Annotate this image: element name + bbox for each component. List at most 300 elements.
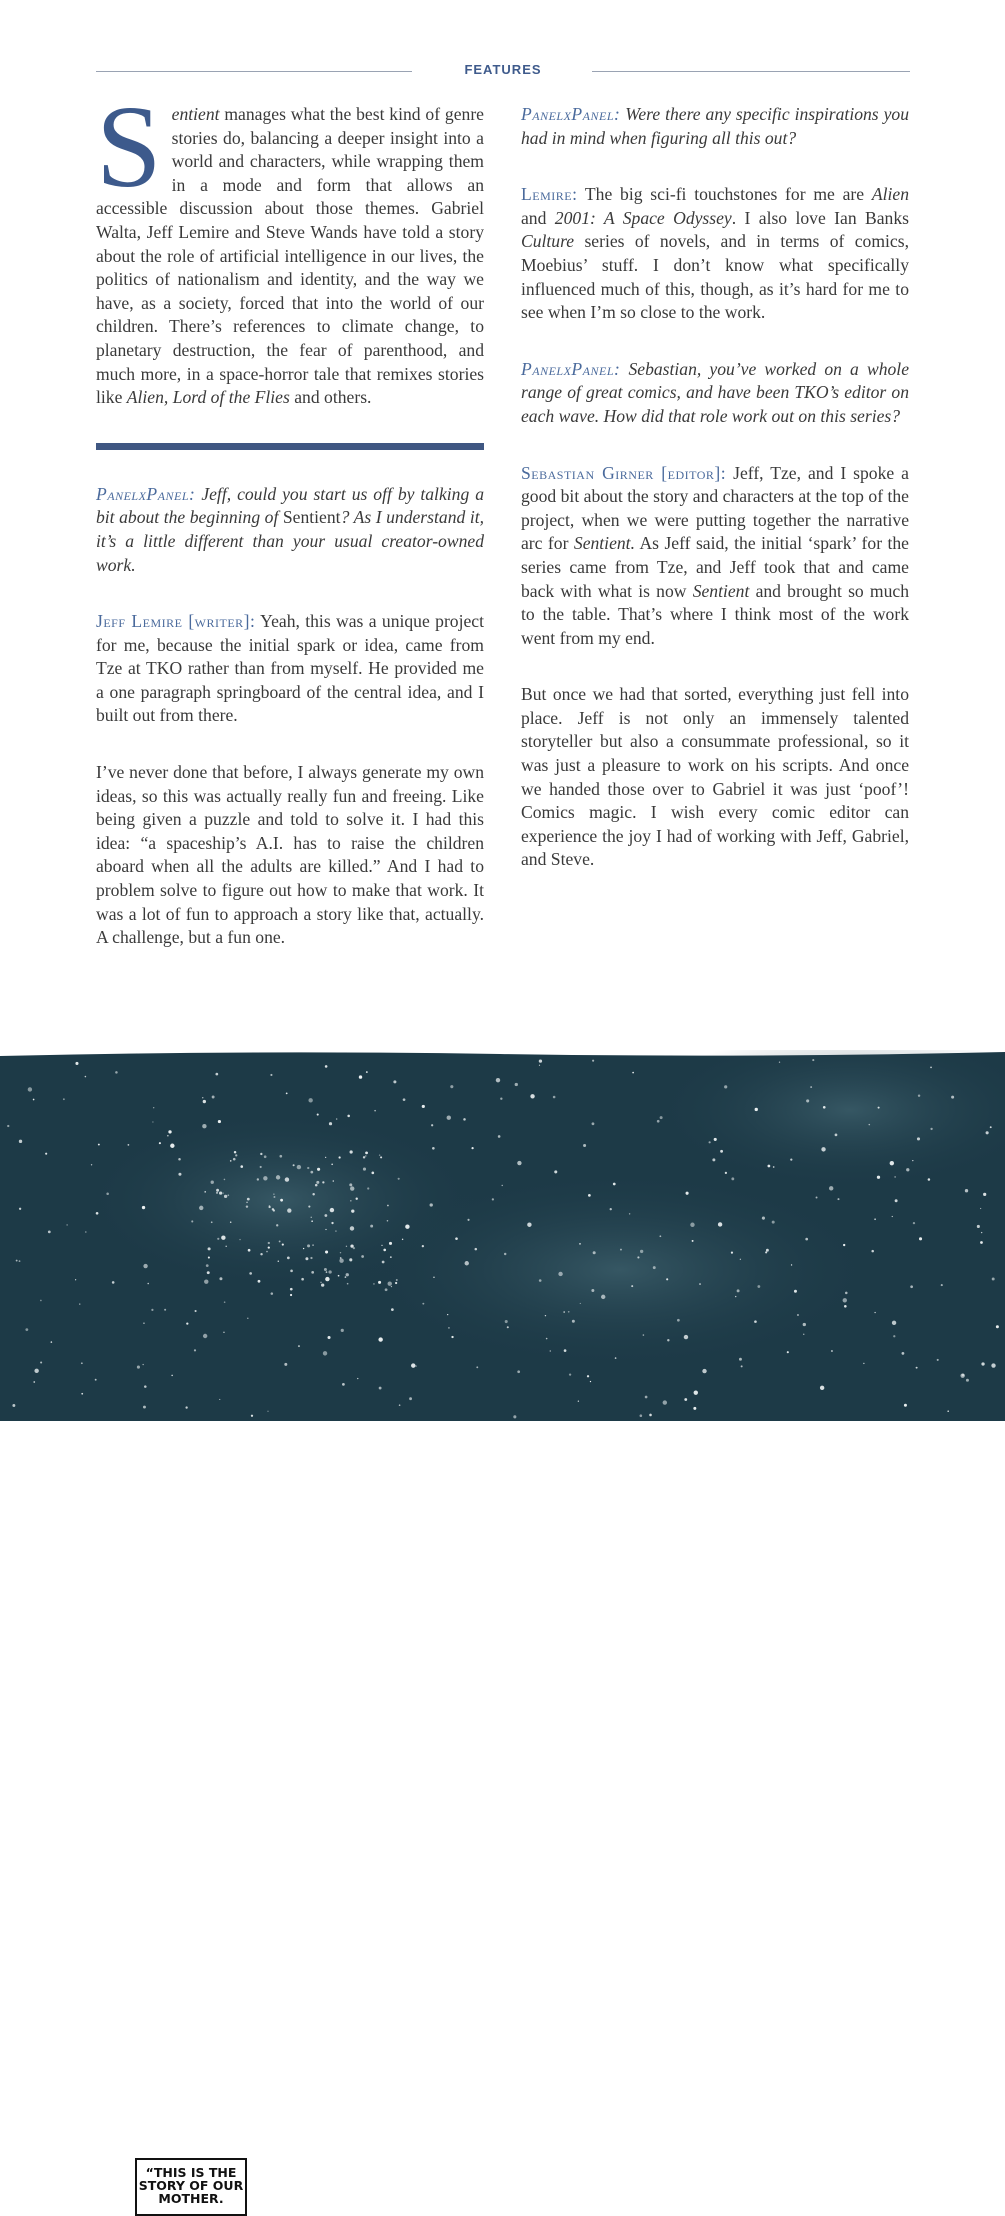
star: [422, 1245, 424, 1247]
text-run: Sentient.: [573, 533, 635, 554]
star: [365, 1155, 367, 1157]
star: [144, 1385, 147, 1388]
star: [128, 1144, 130, 1146]
star: [45, 1153, 47, 1155]
star: [258, 1280, 261, 1283]
star: [350, 1150, 353, 1153]
star: [63, 1098, 65, 1100]
star: [328, 1270, 331, 1273]
star: [388, 1281, 392, 1285]
star: [317, 1114, 319, 1116]
star: [204, 1279, 208, 1283]
star: [871, 1250, 874, 1253]
star: [297, 1165, 301, 1169]
star: [422, 1105, 425, 1108]
star: [504, 1253, 506, 1255]
star: [152, 1121, 153, 1122]
text-run: and: [521, 207, 555, 228]
star: [260, 1153, 262, 1155]
star: [19, 1260, 21, 1262]
star: [893, 1335, 895, 1337]
star: [393, 1080, 396, 1083]
star: [831, 1350, 833, 1352]
star: [724, 1085, 727, 1088]
star: [667, 1339, 669, 1341]
star: [422, 1303, 424, 1305]
star: [246, 1202, 247, 1203]
star: [79, 1303, 80, 1304]
star: [463, 1118, 466, 1121]
star: [273, 1194, 274, 1195]
star: [805, 1238, 808, 1241]
text-run: entient: [171, 104, 220, 124]
star: [268, 1242, 270, 1244]
star: [106, 1192, 109, 1195]
star: [791, 1264, 792, 1265]
star: [346, 1246, 347, 1247]
speaker-name: PanelxPanel:: [521, 104, 621, 124]
star: [216, 1189, 219, 1192]
star: [349, 1258, 352, 1261]
star: [829, 1186, 833, 1190]
speaker-name: PanelxPanel:: [96, 483, 196, 504]
section-divider-bar: [96, 443, 484, 450]
star: [578, 1401, 579, 1402]
interview-answer: [521, 683, 909, 872]
star: [379, 1154, 380, 1155]
star: [178, 1173, 181, 1176]
star: [347, 1283, 349, 1285]
star: [178, 1158, 181, 1161]
star: [85, 1231, 86, 1232]
star: [95, 1379, 97, 1381]
star: [317, 1168, 320, 1171]
star: [34, 1369, 38, 1373]
star: [913, 1222, 915, 1224]
star: [790, 1159, 792, 1161]
star: [373, 1283, 375, 1285]
star: [33, 1099, 35, 1101]
star: [403, 1098, 406, 1101]
star: [517, 1161, 521, 1165]
star: [396, 1279, 398, 1281]
interview-answer: [521, 183, 909, 325]
star: [251, 1415, 253, 1417]
star: [450, 1085, 453, 1088]
star: [895, 1199, 898, 1202]
star: [339, 1259, 343, 1263]
star: [539, 1059, 542, 1062]
star: [702, 1369, 706, 1373]
star: [325, 1157, 326, 1158]
star: [329, 1122, 332, 1125]
star: [980, 1208, 981, 1209]
star: [755, 1108, 758, 1111]
star: [389, 1242, 392, 1245]
star: [431, 1124, 433, 1126]
star: [432, 1147, 435, 1150]
star: [558, 1272, 562, 1276]
star: [287, 1208, 291, 1212]
star: [568, 1311, 570, 1313]
star: [367, 1187, 369, 1189]
star: [583, 1144, 586, 1147]
star: [326, 1271, 328, 1273]
star: [590, 1381, 591, 1382]
interview-question: [96, 483, 484, 577]
star: [351, 1209, 354, 1212]
star: [310, 1171, 313, 1174]
star: [892, 1216, 893, 1217]
text-run: Alien: [871, 184, 909, 205]
star: [476, 1366, 478, 1368]
star: [195, 1310, 197, 1312]
star: [271, 1292, 274, 1295]
star: [365, 1151, 368, 1154]
star: [276, 1175, 280, 1179]
star: [399, 1404, 401, 1406]
star: [615, 1357, 617, 1359]
star: [221, 1236, 225, 1240]
intro-paragraph: [96, 81, 484, 410]
star: [320, 1282, 321, 1283]
star: [273, 1196, 275, 1198]
star: [345, 1276, 347, 1278]
star: [947, 1410, 949, 1412]
star: [894, 1176, 895, 1177]
star: [142, 1364, 143, 1365]
star: [645, 1396, 648, 1399]
star: [714, 1138, 717, 1141]
right-column: [521, 103, 909, 905]
star: [81, 1393, 83, 1395]
star: [338, 1156, 340, 1158]
star: [564, 1349, 567, 1352]
interview-answer: [96, 610, 484, 728]
star: [269, 1205, 271, 1207]
star: [40, 1300, 42, 1302]
star: [248, 1249, 251, 1252]
star: [737, 1289, 740, 1292]
star: [363, 1168, 366, 1171]
text-run: Sentient: [282, 507, 341, 528]
star: [765, 1251, 767, 1253]
star: [411, 1363, 415, 1367]
star: [766, 1249, 769, 1252]
star: [308, 1098, 312, 1102]
text-run: Sentient: [692, 580, 750, 601]
star: [98, 1144, 100, 1146]
star: [359, 1075, 362, 1078]
star: [143, 1406, 146, 1409]
star: [356, 1198, 358, 1200]
star: [185, 1406, 187, 1408]
star: [990, 1126, 992, 1128]
star: [592, 1122, 595, 1125]
star: [186, 1322, 188, 1324]
star: [812, 1059, 814, 1061]
star: [357, 1378, 358, 1379]
star: [170, 1144, 174, 1148]
star: [211, 1221, 213, 1223]
star: [467, 1219, 469, 1221]
star: [75, 1062, 78, 1065]
star: [794, 1290, 797, 1293]
star: [234, 1151, 236, 1153]
star: [249, 1272, 252, 1275]
star: [85, 1076, 87, 1078]
star: [247, 1198, 250, 1201]
star: [916, 1367, 918, 1369]
star: [28, 1087, 32, 1091]
star: [311, 1217, 312, 1218]
star: [215, 1073, 218, 1076]
star: [505, 1320, 508, 1323]
star: [212, 1096, 215, 1099]
star: [740, 1259, 741, 1260]
star: [390, 1256, 392, 1258]
star: [787, 1351, 789, 1353]
star: [991, 1363, 995, 1367]
star: [821, 1147, 825, 1151]
text-run: and others.: [289, 387, 372, 408]
text-run: ? As I understand it, it’s a little different than your usual creator-owned work.: [96, 507, 484, 575]
star: [684, 1398, 687, 1401]
text-run: and brought so much to the table. That’s where I think most of the work went from my end.: [521, 580, 910, 648]
left-column: [96, 81, 484, 983]
star: [632, 1072, 634, 1074]
star: [572, 1320, 575, 1323]
star: [270, 1074, 272, 1076]
text-run: Alien, Lord of the Flies: [126, 387, 290, 408]
star: [40, 1361, 42, 1363]
star: [663, 1400, 667, 1404]
star: [307, 1167, 309, 1169]
star: [806, 1099, 809, 1102]
star: [216, 1192, 218, 1194]
star: [268, 1246, 270, 1248]
star: [592, 1060, 594, 1062]
text-run: As Jeff said, the initial ‘spark’ for the series came from Tze, and Jeff took that and came back with what is now: [521, 533, 909, 601]
star: [843, 1298, 847, 1302]
star: [498, 1135, 501, 1138]
star: [321, 1283, 324, 1286]
star: [335, 1230, 336, 1231]
text-run: Jeff, Tze, and I spoke a good bit about the story and characters at the top of the project, when we were putting together the narrative arc for: [521, 462, 909, 554]
star: [350, 1200, 351, 1201]
star: [415, 1365, 416, 1366]
star: [142, 1206, 145, 1209]
star: [25, 1328, 28, 1331]
star: [690, 1223, 694, 1227]
star: [465, 1261, 469, 1265]
star: [378, 1337, 382, 1341]
star: [878, 1107, 880, 1109]
star: [235, 1154, 237, 1156]
star: [303, 1248, 304, 1249]
star: [324, 1268, 327, 1271]
star: [919, 1237, 922, 1240]
star: [311, 1271, 314, 1274]
star: [629, 1213, 630, 1214]
star: [391, 1308, 394, 1311]
star: [613, 1183, 616, 1186]
star: [273, 1209, 275, 1211]
star: [290, 1270, 293, 1273]
star: [699, 1283, 701, 1285]
star: [845, 1292, 848, 1295]
star: [366, 1071, 368, 1073]
star: [260, 1253, 262, 1255]
section-label: FEATURES: [464, 62, 542, 77]
star: [331, 1163, 333, 1165]
star: [539, 1065, 540, 1066]
star: [863, 1363, 864, 1364]
star: [159, 1142, 161, 1144]
star: [387, 1205, 389, 1207]
star: [912, 1160, 913, 1161]
star: [293, 1164, 295, 1166]
star: [500, 1098, 502, 1100]
star: [496, 1078, 500, 1082]
star: [977, 1225, 980, 1228]
star: [527, 1223, 531, 1227]
text-run: The big sci-fi touchstones for me are: [577, 184, 872, 205]
star: [720, 1150, 723, 1153]
star: [211, 1181, 214, 1184]
star: [601, 1295, 605, 1299]
star: [620, 1249, 622, 1251]
star: [660, 1116, 663, 1119]
speaker-name: Lemire:: [521, 184, 578, 205]
star: [224, 1195, 227, 1198]
star: [492, 1198, 494, 1200]
text-run: Culture: [521, 231, 575, 252]
star: [917, 1137, 920, 1140]
star: [282, 1243, 284, 1245]
star: [906, 1168, 909, 1171]
star: [328, 1336, 331, 1339]
text-run: Sebastian, you’ve worked on a whole range of great comics, and have been TKO’s editor on each wave. How did that role work out on this series?: [521, 358, 909, 426]
star: [962, 1374, 965, 1377]
star: [515, 1083, 518, 1086]
star: [530, 1094, 534, 1098]
text-run: series of novels, and in terms of comics, Moebius’ stuff. I don’t know what specifically influenced much of this, though, as it’s hard for me to see when I’m so close to the work.: [521, 231, 909, 323]
star: [823, 1106, 826, 1109]
star: [797, 1314, 799, 1316]
star: [307, 1244, 310, 1247]
star: [371, 1171, 374, 1174]
star: [579, 1243, 581, 1245]
star: [709, 1141, 711, 1143]
star: [325, 1229, 326, 1230]
star: [816, 1197, 818, 1199]
star: [640, 1414, 643, 1417]
star: [874, 1218, 876, 1220]
star: [539, 1279, 542, 1282]
star: [349, 1183, 352, 1186]
star: [223, 1332, 224, 1333]
star: [546, 1338, 548, 1340]
star: [383, 1249, 386, 1252]
text-run: Yeah, this was a unique project for me, because the initial spark or idea, came from Tze at TKO rather than from myself. He provided me a one paragraph springboard of the central idea, and I built out from there.: [96, 611, 484, 726]
star: [208, 1247, 211, 1250]
star: [448, 1327, 450, 1329]
star: [341, 1329, 344, 1332]
interview-answer: [521, 462, 909, 651]
star: [649, 1414, 652, 1417]
star: [194, 1349, 196, 1351]
star: [447, 1116, 451, 1120]
star: [430, 1203, 433, 1206]
star: [937, 1359, 939, 1361]
star: [930, 1128, 932, 1130]
star: [591, 1289, 594, 1292]
star: [631, 1285, 633, 1287]
star: [890, 1161, 894, 1165]
star: [517, 1370, 520, 1373]
interview-question: [521, 103, 909, 150]
star: [112, 1281, 115, 1284]
star: [240, 1165, 243, 1168]
star: [290, 1288, 293, 1291]
star: [66, 1224, 67, 1225]
star: [803, 1334, 804, 1335]
star: [637, 1256, 639, 1258]
star: [75, 1279, 76, 1280]
star: [610, 1208, 612, 1210]
star: [247, 1318, 248, 1319]
star: [725, 1172, 727, 1174]
star: [731, 1177, 734, 1180]
star: [7, 1125, 9, 1127]
star: [754, 1320, 757, 1323]
star: [316, 1181, 319, 1184]
star: [301, 1278, 304, 1281]
star: [405, 1225, 409, 1229]
star: [167, 1135, 169, 1137]
star: [981, 1362, 984, 1365]
star: [553, 1096, 556, 1099]
star: [315, 1184, 318, 1187]
star: [657, 1120, 660, 1123]
star: [718, 1222, 722, 1226]
star: [363, 1156, 365, 1158]
star: [843, 1244, 845, 1246]
star: [659, 1235, 661, 1237]
star: [930, 1067, 932, 1069]
star: [164, 1309, 166, 1311]
star: [643, 1334, 645, 1336]
text-run: I’ve never done that before, I always generate my own ideas, so this was actually really fun and freeing. Like being given a puzzle and told to solve it. I had this idea: “a spaceship’s A.I. has to raise the children aboard when all the adults are killed.” And I had to problem solve to figure out how to make that work. It was a lot of fun to approach a story like that, actually. A challenge, but a fun one.: [96, 762, 484, 948]
star: [361, 1255, 364, 1258]
star: [239, 1239, 240, 1240]
starfield-illustration: [0, 1050, 1005, 1421]
star: [279, 1240, 281, 1242]
star: [350, 1244, 353, 1247]
star: [91, 1164, 92, 1165]
star: [803, 1323, 806, 1326]
star: [311, 1220, 313, 1222]
star: [278, 1261, 279, 1262]
star: [263, 1176, 267, 1180]
star: [996, 1325, 999, 1328]
star: [471, 1147, 473, 1149]
star: [202, 1097, 203, 1098]
star: [143, 1264, 147, 1268]
speaker-name: PanelxPanel:: [521, 358, 621, 379]
star: [395, 1282, 397, 1284]
